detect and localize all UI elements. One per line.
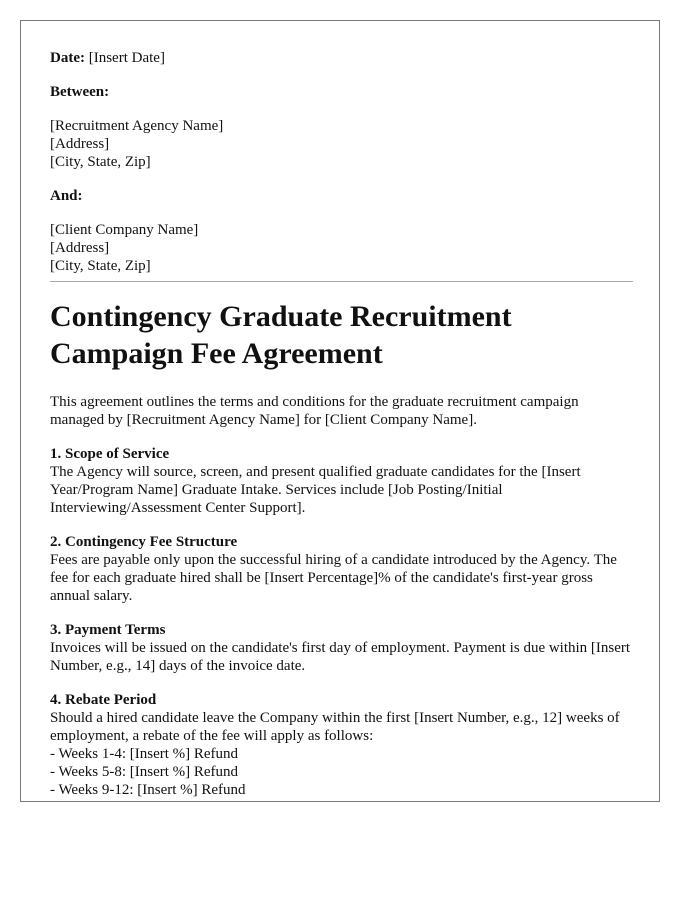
title-line-2: Campaign Fee Agreement <box>50 337 383 370</box>
date-label: Date: <box>50 50 85 66</box>
section-payment-terms <box>50 621 633 675</box>
section-heading: 2. Contingency Fee Structure <box>50 534 238 550</box>
client-name: [Client Company Name] <box>50 222 199 238</box>
agency-address-block <box>50 117 633 171</box>
client-city-state-zip: [City, State, Zip] <box>50 258 151 274</box>
section-body: Invoices will be issued on the candidate's first day of employment. Payment is due within [Insert Number, e.g., 14] days of the invoice date. <box>50 640 631 674</box>
section-body: The Agency will source, screen, and present qualified graduate candidates for the [Insert Year/Program Name] Graduate Intake. Services include [Job Posting/Initial Interviewing/Assessment Center Support]. <box>50 464 581 516</box>
agency-name: [Recruitment Agency Name] <box>50 118 224 134</box>
agency-address: [Address] <box>50 136 110 152</box>
list-item: - Weeks 1-4: [Insert %] Refund <box>50 746 239 762</box>
document-content <box>50 49 633 802</box>
date-value: [Insert Date] <box>84 50 165 66</box>
document-page <box>20 20 660 802</box>
section-body: Fees are payable only upon the successful hiring of a candidate introduced by the Agency. The fee for each graduate hired shall be [Insert Percentage]% of the candidate's first-year gross annual salary. <box>50 552 617 604</box>
section-divider <box>50 281 633 282</box>
date-line <box>50 49 633 67</box>
client-address: [Address] <box>50 240 110 256</box>
section-heading: 4. Rebate Period <box>50 692 157 708</box>
agency-city-state-zip: [City, State, Zip] <box>50 154 151 170</box>
section-heading: 3. Payment Terms <box>50 622 166 638</box>
intro-paragraph: This agreement outlines the terms and conditions for the graduate recruitment campaign managed by [Recruitment Agency Name] for [Client Company Name]. <box>50 394 579 428</box>
list-item: - Weeks 5-8: [Insert %] Refund <box>50 764 239 780</box>
and-label: And: <box>50 188 83 204</box>
section-body: Should a hired candidate leave the Company within the first [Insert Number, e.g., 12] weeks of employment, a rebate of the fee will apply as follows: <box>50 710 620 744</box>
section-rebate-period <box>50 691 633 799</box>
client-address-block <box>50 221 633 275</box>
between-label: Between: <box>50 84 110 100</box>
list-item: - Weeks 9-12: [Insert %] Refund <box>50 782 246 798</box>
section-scope <box>50 445 633 517</box>
section-fee-structure <box>50 533 633 605</box>
page-title <box>50 298 633 372</box>
title-line-1: Contingency Graduate Recruitment <box>50 300 512 333</box>
section-heading: 1. Scope of Service <box>50 446 170 462</box>
